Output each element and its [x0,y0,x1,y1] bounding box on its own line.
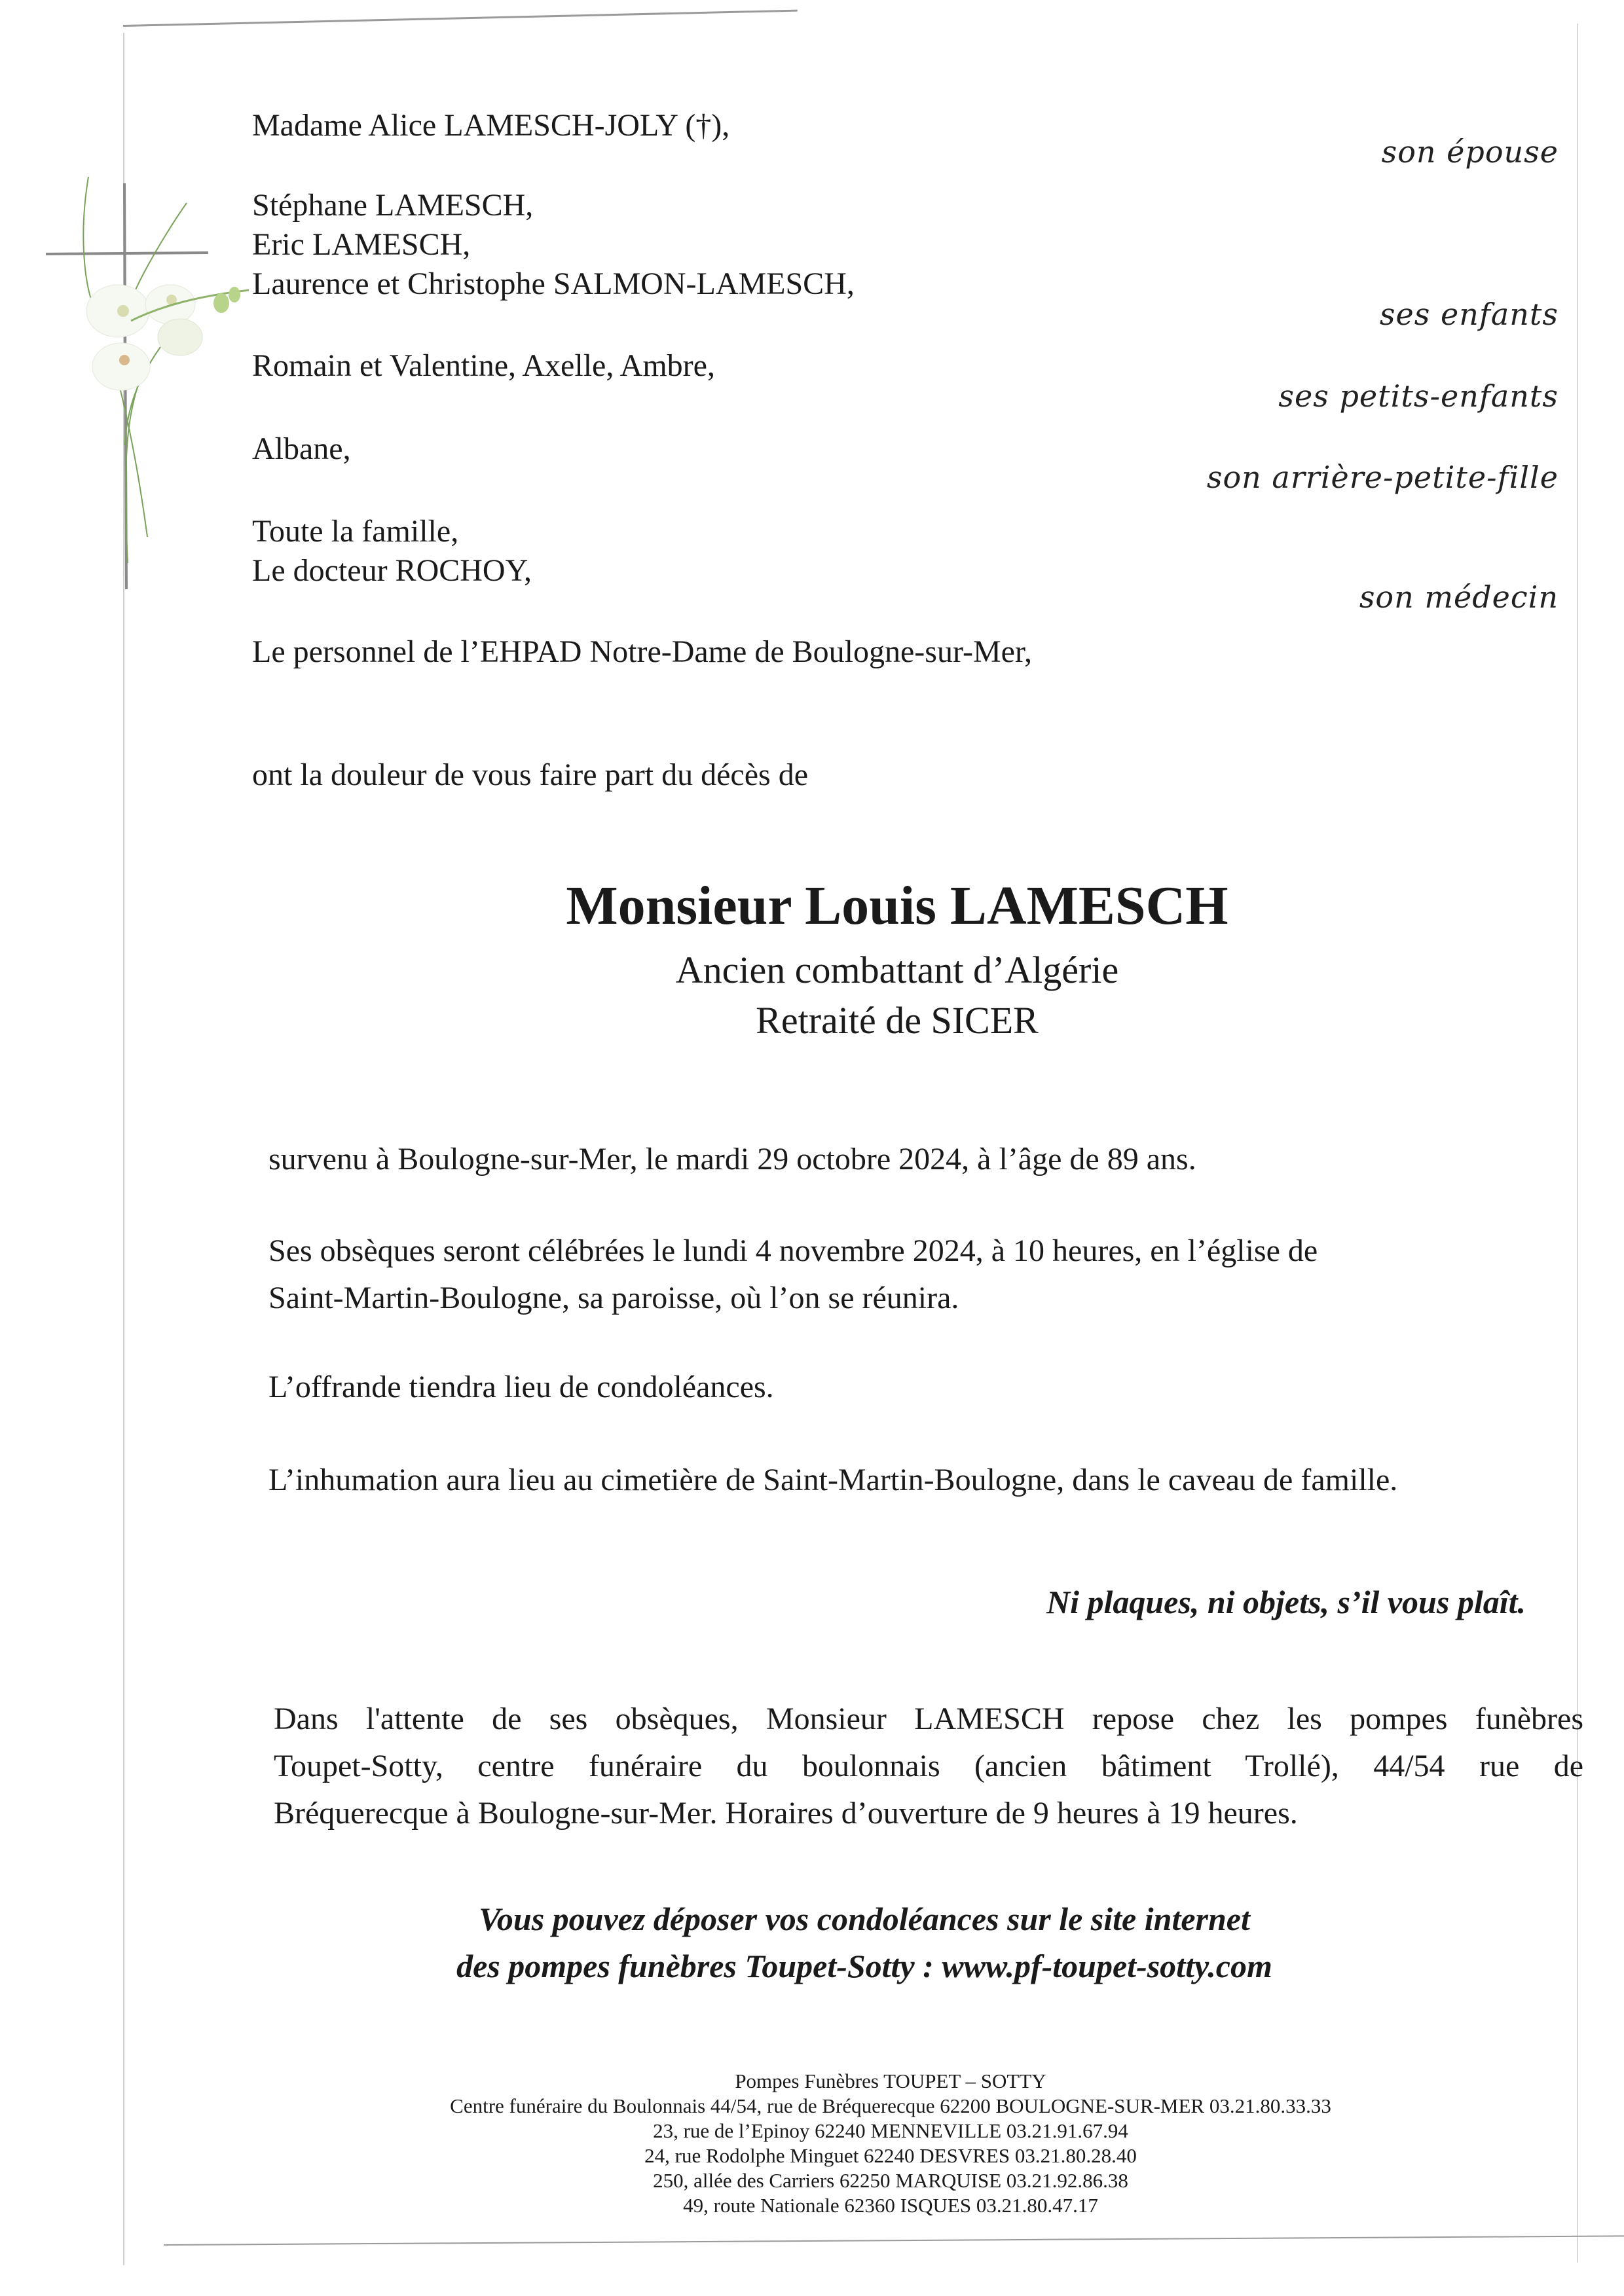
repose-details-line: Toupet-Sotty, centre funéraire du boulonnais (ancien bâtiment Trollé), 44/54 rue de [274,1749,1583,1783]
orchid-flowers-icon [86,285,249,390]
repose-details [274,1696,1583,1837]
condolences-note [52,1895,1624,1990]
family-member-doctor: Le docteur ROCHOY, [252,553,532,588]
page-edge-bottom [164,2235,1624,2246]
announcement-text: ont la douleur de vous faire part du décès de [252,757,809,792]
family-member-child: Stéphane LAMESCH, [252,188,534,223]
family-member-child: Eric LAMESCH, [252,227,471,262]
role-great-granddaughter: son arrière-petite-fille [1206,460,1559,495]
repose-details-line: Bréquerecque à Boulogne-sur-Mer. Horaires d’ouverture de 9 heures à 19 heures. [274,1796,1298,1831]
role-spouse: son épouse [1381,134,1559,170]
family-member-ehpad-staff: Le personnel de l’EHPAD Notre-Dame de Boulogne-sur-Mer, [252,634,1033,669]
funeral-details-line: Saint-Martin-Boulogne, sa paroisse, où l’on se réunira. [268,1281,959,1315]
role-children: ses enfants [1379,297,1559,332]
funeral-home-address: 24, rue Rodolphe Minguet 62240 DESVRES 03.21.80.28.40 [644,2144,1137,2167]
death-details: survenu à Boulogne-sur-Mer, le mardi 29 octobre 2024, à l’âge de 89 ans. [268,1142,1196,1176]
cross-orchid-icon [39,170,249,589]
no-plaques-note: Ni plaques, ni objets, s’il vous plaît. [1046,1584,1526,1620]
family-member-spouse: Madame Alice LAMESCH-JOLY (†), [252,108,730,143]
family-member-child: Laurence et Christophe SALMON-LAMESCH, [252,266,855,301]
deceased-title-retired: Retraité de SICER [756,999,1039,1042]
condolences-website-link[interactable]: des pompes funèbres Toupet-Sotty : www.pf-toupet-sotty.com [456,1948,1272,1984]
funeral-home-footer [79,2069,1624,2218]
funeral-home-address: 49, route Nationale 62360 ISQUES 03.21.80.47.17 [683,2194,1098,2217]
role-doctor: son médecin [1359,579,1559,615]
funeral-details-line: Ses obsèques seront célébrées le lundi 4 novembre 2024, à 10 heures, en l’église de [268,1233,1318,1268]
family-member-all-family: Toute la famille, [252,514,459,549]
page-edge-top [123,10,798,27]
offering-note: L’offrande tiendra lieu de condoléances. [268,1370,774,1404]
funeral-details [268,1228,1318,1322]
family-member-great-grandchild: Albane, [252,431,351,466]
deceased-name: Monsieur Louis LAMESCH [566,875,1228,936]
funeral-home-address: Centre funéraire du Boulonnais 44/54, rue de Bréquerecque 62200 BOULOGNE-SUR-MER 03.21.80.33.33 [450,2094,1331,2117]
funeral-home-address: 23, rue de l’Epinoy 62240 MENNEVILLE 03.21.91.67.94 [653,2119,1128,2142]
role-grandchildren: ses petits-enfants [1278,378,1559,414]
burial-details: L’inhumation aura lieu au cimetière de Saint-Martin-Boulogne, dans le caveau de famille. [268,1463,1398,1497]
family-member-grandchildren: Romain et Valentine, Axelle, Ambre, [252,348,715,383]
funeral-home-name: Pompes Funèbres TOUPET – SOTTY [735,2069,1046,2092]
funeral-home-address: 250, allée des Carriers 62250 MARQUISE 03.21.92.86.38 [653,2169,1128,2192]
repose-details-line: Dans l'attente de ses obsèques, Monsieur LAMESCH repose chez les pompes funèbres [274,1702,1583,1736]
condolences-line: Vous pouvez déposer vos condoléances sur le site internet [479,1901,1250,1937]
deceased-title-veteran: Ancien combattant d’Algérie [675,949,1119,991]
